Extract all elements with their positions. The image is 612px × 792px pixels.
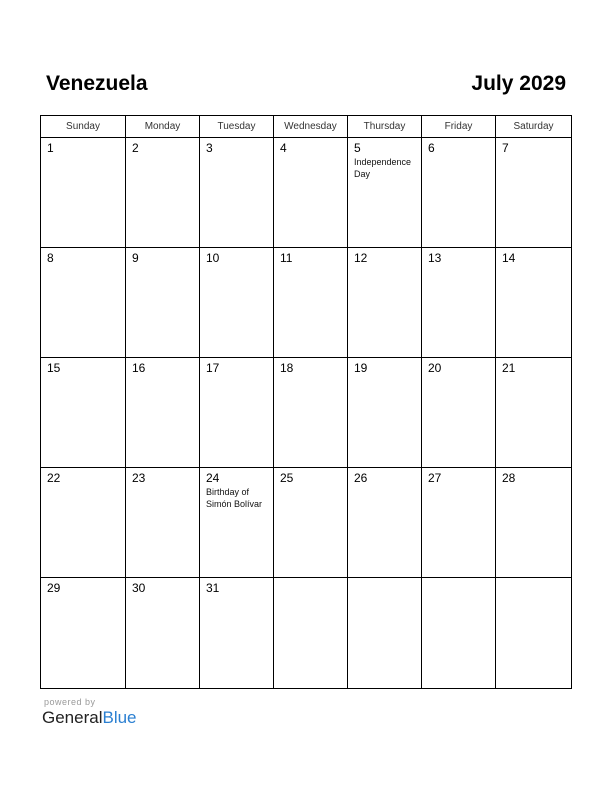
- day-cell[interactable]: [274, 138, 348, 248]
- day-number: 29: [47, 581, 61, 595]
- day-cell[interactable]: [348, 578, 422, 688]
- day-cell[interactable]: [200, 578, 274, 688]
- brand-part-general: General: [42, 708, 103, 727]
- day-number: 18: [280, 361, 294, 375]
- day-cell[interactable]: [422, 248, 496, 358]
- day-number: 15: [47, 361, 61, 375]
- weekday-tuesday: Tuesday: [200, 116, 274, 137]
- day-number: 5: [354, 141, 361, 155]
- day-number: 24: [206, 471, 220, 485]
- weekday-wednesday: Wednesday: [274, 116, 348, 137]
- day-cell[interactable]: [274, 468, 348, 578]
- day-cell[interactable]: [496, 468, 571, 578]
- day-cell[interactable]: [126, 248, 200, 358]
- day-cell[interactable]: [496, 138, 571, 248]
- day-cell[interactable]: [126, 468, 200, 578]
- day-cell[interactable]: [274, 358, 348, 468]
- calendar-grid: [40, 115, 572, 689]
- day-cell[interactable]: [422, 358, 496, 468]
- weekday-header-row: [41, 116, 571, 138]
- day-cell[interactable]: [41, 248, 126, 358]
- day-cell[interactable]: [274, 578, 348, 688]
- day-number: 11: [280, 251, 293, 265]
- day-cell[interactable]: [348, 138, 422, 248]
- day-cell[interactable]: [126, 138, 200, 248]
- day-number: 3: [206, 141, 213, 155]
- weekday-sunday: Sunday: [41, 116, 126, 137]
- weekday-friday: Friday: [422, 116, 496, 137]
- day-number: 9: [132, 251, 139, 265]
- day-number: 31: [206, 581, 220, 595]
- holiday-label: Independence Day: [354, 157, 412, 179]
- day-cell[interactable]: [41, 578, 126, 688]
- month-year-title: July 2029: [471, 72, 566, 95]
- day-number: 23: [132, 471, 146, 485]
- day-number: 21: [502, 361, 516, 375]
- day-cell[interactable]: [41, 468, 126, 578]
- day-number: 17: [206, 361, 220, 375]
- calendar-body: [41, 138, 571, 688]
- day-number: 13: [428, 251, 442, 265]
- brand-part-blue: Blue: [102, 708, 137, 727]
- day-cell[interactable]: [348, 248, 422, 358]
- country-title: Venezuela: [46, 72, 148, 95]
- day-cell[interactable]: [348, 358, 422, 468]
- day-number: 6: [428, 141, 435, 155]
- holiday-label: Birthday of Simón Bolívar: [206, 487, 263, 509]
- powered-by-label: powered by: [44, 697, 96, 707]
- day-number: 10: [206, 251, 220, 265]
- day-cell[interactable]: [496, 358, 571, 468]
- day-number: 28: [502, 471, 516, 485]
- day-cell[interactable]: [200, 358, 274, 468]
- weekday-saturday: Saturday: [513, 121, 554, 132]
- day-number: 19: [354, 361, 368, 375]
- day-cell[interactable]: [126, 358, 200, 468]
- day-cell[interactable]: [200, 248, 274, 358]
- day-cell[interactable]: [496, 248, 571, 358]
- day-cell[interactable]: [422, 578, 496, 688]
- day-number: 25: [280, 471, 294, 485]
- day-cell[interactable]: [496, 578, 571, 688]
- day-number: 27: [428, 471, 442, 485]
- day-number: 12: [354, 251, 368, 265]
- day-cell[interactable]: [200, 468, 274, 578]
- day-cell[interactable]: [422, 138, 496, 248]
- day-number: 1: [47, 141, 54, 155]
- weekday-monday: Monday: [126, 116, 200, 137]
- day-number: 22: [47, 471, 61, 485]
- day-cell[interactable]: [41, 358, 126, 468]
- day-number: 7: [502, 141, 509, 155]
- weekday-thursday: Thursday: [348, 116, 422, 137]
- day-number: 30: [132, 581, 146, 595]
- day-cell[interactable]: [200, 138, 274, 248]
- day-number: 4: [280, 141, 287, 155]
- day-number: 2: [132, 141, 139, 155]
- day-number: 14: [502, 251, 516, 265]
- day-number: 26: [354, 471, 368, 485]
- day-number: 8: [47, 251, 54, 265]
- day-number: 16: [132, 361, 146, 375]
- day-cell[interactable]: [422, 468, 496, 578]
- day-cell[interactable]: [274, 248, 348, 358]
- day-number: 20: [428, 361, 442, 375]
- generalblue-logo[interactable]: [42, 708, 137, 728]
- day-cell[interactable]: [126, 578, 200, 688]
- day-cell[interactable]: [41, 138, 126, 248]
- day-cell[interactable]: [348, 468, 422, 578]
